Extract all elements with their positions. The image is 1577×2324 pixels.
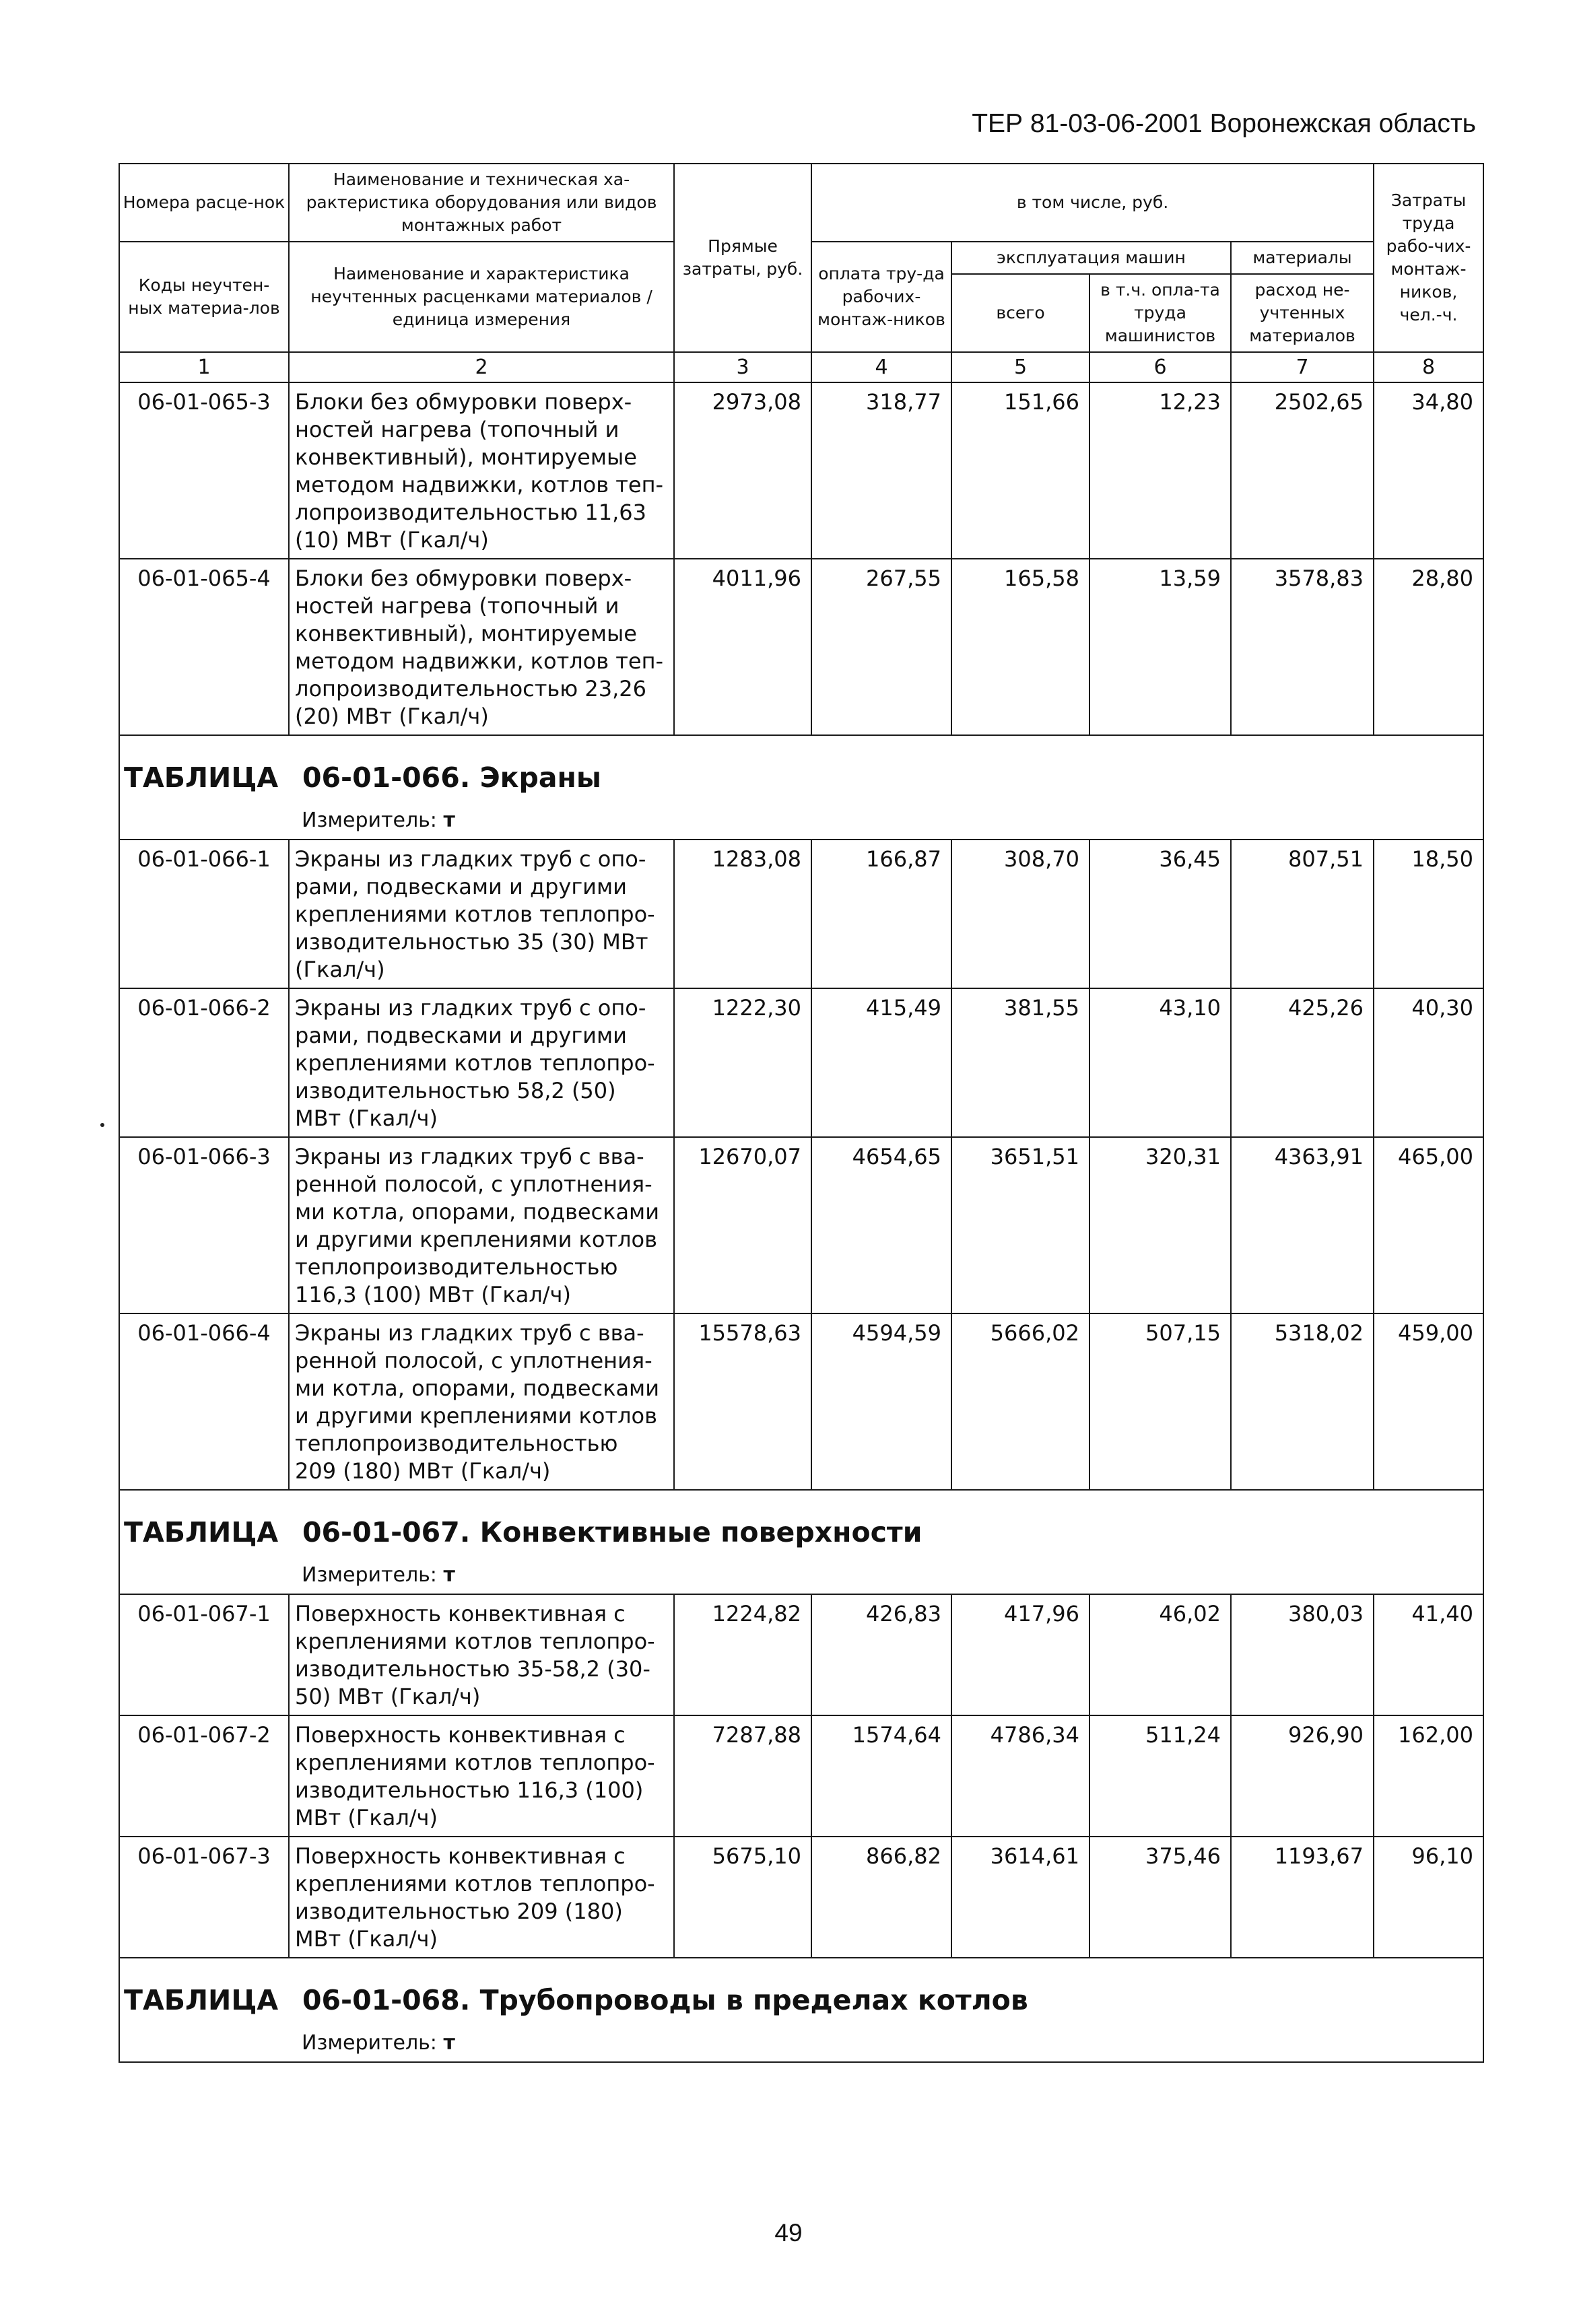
material-costs: 5318,02 — [1231, 1313, 1374, 1490]
direct-costs: 2973,08 — [674, 382, 811, 559]
page-number: 49 — [774, 2219, 803, 2247]
header-machines: эксплуатация машин — [951, 242, 1231, 274]
section-heading-row — [119, 1490, 1483, 1558]
rate-code: 06-01-067-2 — [119, 1715, 289, 1837]
header-including: в том числе, руб. — [811, 164, 1374, 242]
machinist-wages: 13,59 — [1089, 559, 1231, 735]
table-row — [119, 1594, 1483, 1715]
machinist-wages: 511,24 — [1089, 1715, 1231, 1837]
rate-description: Экраны из гладких труб с вва-ренной полосой, с уплотнения-ми котла, опорами, подвесками и другими креплениями котлов теплопроизводительностью 209 (180) МВт (Гкал/ч) — [289, 1313, 674, 1490]
direct-costs: 7287,88 — [674, 1715, 811, 1837]
worker-wages: 166,87 — [811, 840, 951, 988]
machine-costs: 417,96 — [951, 1594, 1089, 1715]
labor-hours: 34,80 — [1374, 382, 1483, 559]
rate-description: Экраны из гладких труб с опо-рами, подвесками и другими креплениями котлов теплопро-изводительностью 58,2 (50) МВт (Гкал/ч) — [289, 988, 674, 1137]
direct-costs: 1222,30 — [674, 988, 811, 1137]
column-number: 4 — [811, 352, 951, 382]
column-numbers-row — [119, 352, 1483, 382]
rate-code: 06-01-065-4 — [119, 559, 289, 735]
column-number: 6 — [1089, 352, 1231, 382]
measure-cell — [119, 1558, 1483, 1594]
material-costs: 3578,83 — [1231, 559, 1374, 735]
section-heading — [119, 1490, 1483, 1558]
header-machinist-wages: в т.ч. опла-та труда машинистов — [1089, 274, 1231, 352]
measure-unit: т — [443, 1563, 455, 1587]
section-title: 06-01-067. Конвективные поверхности — [302, 1516, 922, 1548]
running-head: ТЕР 81-03-06-2001 Воронежская область — [972, 109, 1476, 138]
machinist-wages: 507,15 — [1089, 1313, 1231, 1490]
material-costs: 1193,67 — [1231, 1837, 1374, 1958]
labor-hours: 28,80 — [1374, 559, 1483, 735]
machine-costs: 308,70 — [951, 840, 1089, 988]
table-row — [119, 559, 1483, 735]
table-row — [119, 382, 1483, 559]
measure-cell — [119, 2026, 1483, 2062]
column-number: 1 — [119, 352, 289, 382]
machinist-wages: 43,10 — [1089, 988, 1231, 1137]
material-costs: 4363,91 — [1231, 1137, 1374, 1313]
header-materials: материалы — [1231, 242, 1374, 274]
measure-label: Измеритель: — [302, 1563, 437, 1587]
material-costs: 926,90 — [1231, 1715, 1374, 1837]
machine-costs: 151,66 — [951, 382, 1089, 559]
table-row — [119, 1837, 1483, 1958]
worker-wages: 4654,65 — [811, 1137, 951, 1313]
measure-unit: т — [443, 2031, 455, 2055]
material-costs: 380,03 — [1231, 1594, 1374, 1715]
header-material-name: Наименование и характеристика неучтенных расценками материалов / единица измерения — [289, 242, 674, 352]
section-label: ТАБЛИЦА — [124, 1984, 279, 2016]
rate-code: 06-01-065-3 — [119, 382, 289, 559]
direct-costs: 5675,10 — [674, 1837, 811, 1958]
measure-unit: т — [443, 809, 455, 832]
header-labor: Затраты труда рабо-чих-монтаж-ников, чел.-ч. — [1374, 164, 1483, 352]
measure-label: Измеритель: — [302, 809, 437, 832]
rate-code: 06-01-067-1 — [119, 1594, 289, 1715]
section-label: ТАБЛИЦА — [124, 1516, 279, 1548]
measure-cell — [119, 803, 1483, 840]
table-row — [119, 1137, 1483, 1313]
rate-description: Поверхность конвективная с креплениями котлов теплопро-изводительностью 116,3 (100) МВт (Гкал/ч) — [289, 1715, 674, 1837]
labor-hours: 40,30 — [1374, 988, 1483, 1137]
column-number: 8 — [1374, 352, 1483, 382]
rates-table-container — [119, 163, 1483, 2063]
machine-costs: 3614,61 — [951, 1837, 1089, 1958]
table-row — [119, 840, 1483, 988]
header-direct-costs: Прямые затраты, руб. — [674, 164, 811, 352]
header-rate-numbers: Номера расце-нок — [119, 164, 289, 242]
worker-wages: 426,83 — [811, 1594, 951, 1715]
rate-code: 06-01-066-1 — [119, 840, 289, 988]
rate-code: 06-01-066-4 — [119, 1313, 289, 1490]
machine-costs: 3651,51 — [951, 1137, 1089, 1313]
rate-description: Поверхность конвективная с креплениями котлов теплопро-изводительностью 35-58,2 (30-50) МВт (Гкал/ч) — [289, 1594, 674, 1715]
worker-wages: 267,55 — [811, 559, 951, 735]
direct-costs: 15578,63 — [674, 1313, 811, 1490]
rate-code: 06-01-066-2 — [119, 988, 289, 1137]
worker-wages: 415,49 — [811, 988, 951, 1137]
column-number: 3 — [674, 352, 811, 382]
table-row — [119, 988, 1483, 1137]
measure-row — [119, 1558, 1483, 1594]
labor-hours: 459,00 — [1374, 1313, 1483, 1490]
worker-wages: 4594,59 — [811, 1313, 951, 1490]
rates-table — [119, 163, 1484, 2063]
rate-description: Поверхность конвективная с креплениями котлов теплопро-изводительностью 209 (180) МВт (Гкал/ч) — [289, 1837, 674, 1958]
section-heading — [119, 1958, 1483, 2026]
rate-description: Экраны из гладких труб с вва-ренной полосой, с уплотнения-ми котла, опорами, подвесками и другими креплениями котлов теплопроизводительностью 116,3 (100) МВт (Гкал/ч) — [289, 1137, 674, 1313]
machine-costs: 165,58 — [951, 559, 1089, 735]
section-heading-row — [119, 735, 1483, 803]
column-number: 2 — [289, 352, 674, 382]
material-costs: 425,26 — [1231, 988, 1374, 1137]
header-work-name: Наименование и техническая ха-рактеристика оборудования или видов монтажных работ — [289, 164, 674, 242]
direct-costs: 12670,07 — [674, 1137, 811, 1313]
section-label: ТАБЛИЦА — [124, 761, 279, 794]
measure-label: Измеритель: — [302, 2031, 437, 2055]
header-unaccounted-materials: расход не-учтенных материалов — [1231, 274, 1374, 352]
section-heading-row — [119, 1958, 1483, 2026]
machinist-wages: 320,31 — [1089, 1137, 1231, 1313]
section-title: 06-01-068. Трубопроводы в пределах котлов — [302, 1984, 1028, 2016]
direct-costs: 4011,96 — [674, 559, 811, 735]
table-row — [119, 1313, 1483, 1490]
header-material-codes: Коды неучтен-ных материа-лов — [119, 242, 289, 352]
material-costs: 807,51 — [1231, 840, 1374, 988]
scan-speck — [100, 1123, 104, 1127]
worker-wages: 318,77 — [811, 382, 951, 559]
machine-costs: 5666,02 — [951, 1313, 1089, 1490]
header-row-1 — [119, 164, 1483, 242]
rate-code: 06-01-066-3 — [119, 1137, 289, 1313]
table-row — [119, 1715, 1483, 1837]
worker-wages: 866,82 — [811, 1837, 951, 1958]
rate-description: Экраны из гладких труб с опо-рами, подвесками и другими креплениями котлов теплопро-изводительностью 35 (30) МВт (Гкал/ч) — [289, 840, 674, 988]
rate-description: Блоки без обмуровки поверх-ностей нагрева (топочный и конвективный), монтируемые методом надвижки, котлов теп-лопроизводительностью 23,26 (20) МВт (Гкал/ч) — [289, 559, 674, 735]
header-wages: оплата тру-да рабочих-монтаж-ников — [811, 242, 951, 352]
direct-costs: 1283,08 — [674, 840, 811, 988]
machinist-wages: 46,02 — [1089, 1594, 1231, 1715]
labor-hours: 41,40 — [1374, 1594, 1483, 1715]
labor-hours: 18,50 — [1374, 840, 1483, 988]
labor-hours: 162,00 — [1374, 1715, 1483, 1837]
column-number: 7 — [1231, 352, 1374, 382]
rate-description: Блоки без обмуровки поверх-ностей нагрева (топочный и конвективный), монтируемые методом надвижки, котлов теп-лопроизводительностью 11,63 (10) МВт (Гкал/ч) — [289, 382, 674, 559]
labor-hours: 465,00 — [1374, 1137, 1483, 1313]
labor-hours: 96,10 — [1374, 1837, 1483, 1958]
section-title: 06-01-066. Экраны — [302, 761, 601, 794]
machinist-wages: 36,45 — [1089, 840, 1231, 988]
worker-wages: 1574,64 — [811, 1715, 951, 1837]
machinist-wages: 12,23 — [1089, 382, 1231, 559]
rate-code: 06-01-067-3 — [119, 1837, 289, 1958]
machine-costs: 4786,34 — [951, 1715, 1089, 1837]
machine-costs: 381,55 — [951, 988, 1089, 1137]
direct-costs: 1224,82 — [674, 1594, 811, 1715]
section-heading — [119, 735, 1483, 803]
header-machines-total: всего — [951, 274, 1089, 352]
machinist-wages: 375,46 — [1089, 1837, 1231, 1958]
column-number: 5 — [951, 352, 1089, 382]
measure-row — [119, 803, 1483, 840]
material-costs: 2502,65 — [1231, 382, 1374, 559]
measure-row — [119, 2026, 1483, 2062]
rates-table-body — [119, 164, 1483, 2062]
